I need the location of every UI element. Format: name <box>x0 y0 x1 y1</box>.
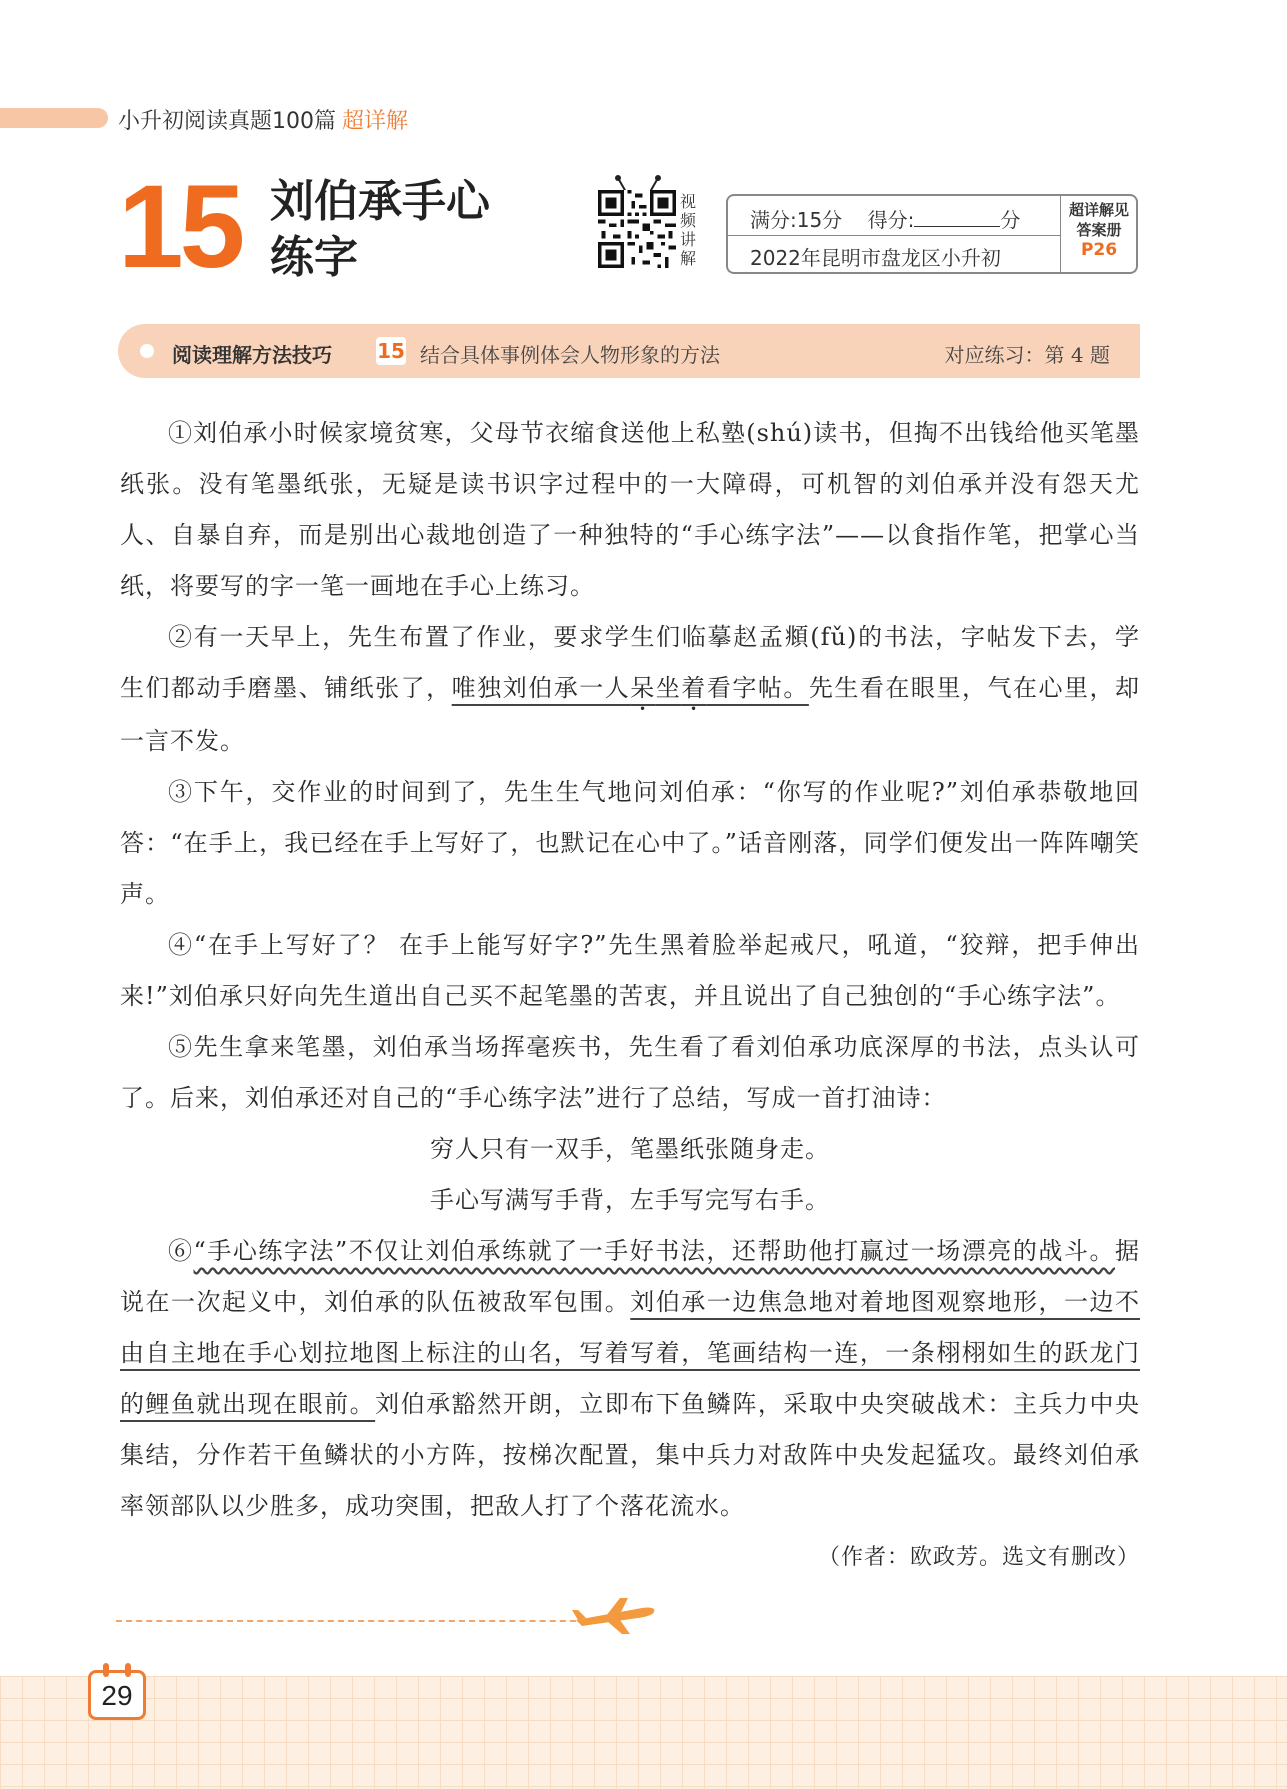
airplane-icon <box>572 1594 658 1636</box>
p6-number: ⑥ <box>168 1237 194 1265</box>
p6-wavy-sentence: “手心练字法”不仅让刘伯承练就了一手好书法，还帮助他打赢过一场漂亮的战斗。 <box>193 1237 1115 1265</box>
lesson-number: 15 <box>118 161 242 293</box>
calendar-ring-icon <box>103 1663 109 1677</box>
paragraph-5: ⑤先生拿来笔墨，刘伯承当场挥毫疾书，先生看了看刘伯承功底深厚的书法，点头认可了。后来，刘伯承还对自己的“手心练字法”进行了总结，写成一首打油诗： <box>120 1033 1140 1112</box>
paragraph-2 <box>120 612 1140 767</box>
p6-text-b: 据说在一次起义中，刘伯承的队伍被敌军包围。 <box>120 1237 1140 1316</box>
answer-reference <box>1062 200 1136 260</box>
full-score: 满分:15分 <box>750 208 843 232</box>
tip-label: 阅读理解方法技巧 <box>172 343 332 367</box>
article-body <box>120 408 1140 1583</box>
lesson-title-line1: 刘伯承手心 <box>270 176 490 227</box>
tip-number: 15 <box>377 339 405 363</box>
page-number: 29 <box>101 1680 133 1711</box>
p2-dotted-word: 着 <box>681 674 707 702</box>
p2-underlined-sentence <box>452 674 809 702</box>
p2-u2: 坐 <box>655 674 682 702</box>
poem-line-2: 手心写满写手背，左手写完写右手。 <box>430 1186 830 1214</box>
video-lecture-label <box>680 192 700 268</box>
p6-text-c: 刘伯承豁然开朗，立即布下鱼鳞阵，采取中央突破战术：主兵力中央集结，分作若干鱼鳞状的小方阵，按梯次配置，集中兵力对敌阵中央发起猛攻。最终刘伯承率领部队以少胜多，成功突围，把敌人打了个落花流水。 <box>120 1390 1141 1520</box>
answer-ref-line2: 答案册 <box>1076 221 1122 239</box>
answer-ref-line1: 超详解见 <box>1068 201 1129 219</box>
tip-practice: 对应练习：第 4 题 <box>944 343 1110 367</box>
bullet-dot-icon <box>140 344 154 358</box>
score-label: 得分: <box>867 208 915 232</box>
answer-page: P26 <box>1080 240 1118 260</box>
video-label-char: 频 <box>680 211 697 230</box>
p2-text-a: ②有一天早上，先生布置了作业，要求学生们临摹赵孟頫(fǔ)的书法，字帖发下去，学生们都动手磨墨、铺纸张了， <box>120 623 1140 702</box>
lesson-title-line2: 练字 <box>270 232 358 283</box>
lesson-title <box>270 174 550 286</box>
score-divider <box>728 235 1060 236</box>
author-credit: （作者：欧政芳。选文有删改） <box>817 1545 1140 1570</box>
grid-footer <box>0 1676 1287 1789</box>
series-title <box>118 104 408 135</box>
score-box <box>726 194 1138 274</box>
dashed-divider <box>116 1620 586 1622</box>
paragraph-6 <box>120 1226 1140 1532</box>
video-label-char: 视 <box>680 192 697 211</box>
p6-underlined-sentence: 刘伯承一边焦急地对着地图观察地形，一边不由自主地在手心划拉地图上标注的山名，写着写着，笔画结构一连，一条栩栩如生的跃龙门的鲤鱼就出现在眼前。 <box>120 1288 1141 1418</box>
tip-text: 结合具体事例体会人物形象的方法 <box>420 343 720 367</box>
p2-u1: 唯独刘伯承一人 <box>451 674 631 702</box>
p2-text-b: 先生看在眼里，气在心里，却一言不发。 <box>120 674 1141 755</box>
paragraph-1: ①刘伯承小时候家境贫寒，父母节衣缩食送他上私塾(shú)读书，但掏不出钱给他买笔墨纸张。没有笔墨纸张，无疑是读书识字过程中的一大障碍，可机智的刘伯承并没有怨天尤人、自暴自弃，而是别出心裁地创造了一种独特的“手心练字法”——以食指作笔，把掌心当纸，将要写的字一笔一画地在手心上练习。 <box>120 419 1140 600</box>
method-tip-bar <box>118 324 1140 378</box>
series-highlight: 超详解 <box>342 109 409 134</box>
page-number-badge <box>88 1670 146 1720</box>
paragraph-4: ④“在手上写好了？ 在手上能写好字?”先生黑着脸举起戒尺，吼道，“狡辩，把手伸出来!”刘伯承只好向先生道出自己买不起笔墨的苦衷，并且说出了自己独创的“手心练字法”。 <box>120 931 1140 1010</box>
exam-source: 2022年昆明市盘龙区小升初 <box>750 246 1001 270</box>
header-accent-band <box>0 108 108 128</box>
p2-u3: 看字帖。 <box>706 674 809 702</box>
video-label-char: 讲 <box>680 230 697 249</box>
score-row <box>750 204 1020 233</box>
qr-code-icon[interactable] <box>598 190 676 268</box>
poem-line-1: 穷人只有一双手，笔墨纸张随身走。 <box>430 1135 830 1163</box>
calendar-ring-icon <box>125 1663 131 1677</box>
paragraph-3: ③下午，交作业的时间到了，先生生气地问刘伯承：“你写的作业呢?”刘伯承恭敬地回答：“在手上，我已经在手上写好了，也默记在心中了。”话音刚落，同学们便发出一阵阵嘲笑声。 <box>120 778 1140 908</box>
score-blank[interactable] <box>914 208 1000 227</box>
score-vertical-divider <box>1060 196 1061 272</box>
p2-dotted-word: 呆 <box>630 674 656 702</box>
video-label-char: 解 <box>680 249 697 268</box>
score-unit: 分 <box>1000 208 1021 232</box>
series-name: 小升初阅读真题100篇 <box>118 109 336 134</box>
